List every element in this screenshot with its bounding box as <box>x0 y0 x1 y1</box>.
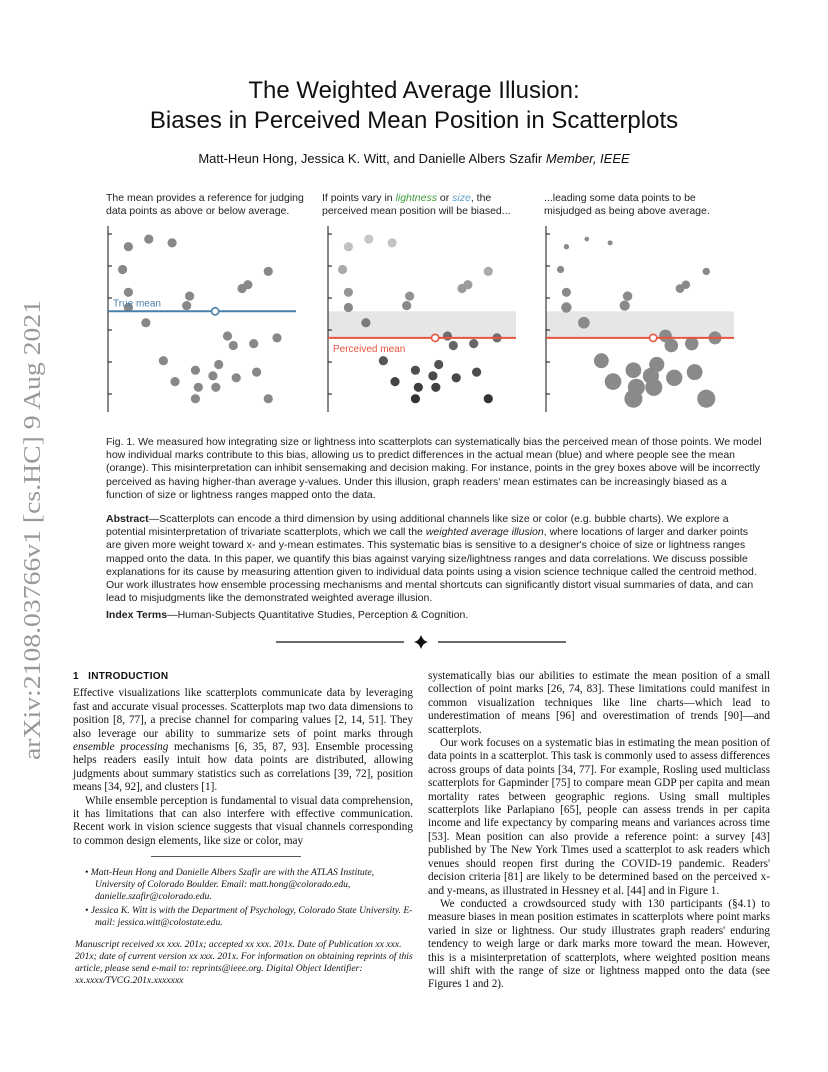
data-point <box>434 360 443 369</box>
data-point <box>402 301 411 310</box>
scatter-panel-3 <box>546 226 734 412</box>
data-point <box>578 317 590 329</box>
data-point <box>185 292 194 301</box>
data-point <box>687 364 703 380</box>
data-point <box>431 383 440 392</box>
abstract-label: Abstract <box>106 513 149 525</box>
left-column <box>73 670 413 997</box>
data-point <box>272 333 281 342</box>
intro-paragraph-1: Effective visualizations like scatterplots communicate data by leveraging fast and accurate visual processes. Scatterplots map two data dimensions to position [8, 77], a precise channel for comparing values [2, 14, 51]. They also leverage our ability to summarize sets of point marks through ensemble processing mechanisms [6, 35, 87, 93]. Ensemble processing helps readers easily intuit how data points are distributed, allowing judgments about summary statistics such as correlations [39, 72], position means [34, 92], and clusters [1]. <box>73 687 413 794</box>
lightness-word: lightness <box>395 192 437 204</box>
arxiv-id: arXiv:2108.03766v1 [cs.HC] 9 Aug 2021 <box>20 361 46 760</box>
data-point <box>703 268 710 275</box>
intro-paragraph-2: While ensemble perception is fundamental to visual data comprehension, it has limitations that can also interfere with effective communication. Recent work in vision science suggests that visual channels corresponding to common design elements, like size or color, may <box>73 794 413 847</box>
arxiv-stamp <box>12 290 48 770</box>
author-affix: Member, IEEE <box>545 151 630 166</box>
data-point <box>243 280 252 289</box>
data-point <box>182 301 191 310</box>
data-point <box>361 318 370 327</box>
data-point <box>168 238 177 247</box>
data-point <box>411 366 420 375</box>
data-point <box>649 357 664 372</box>
manuscript-note: Manuscript received xx xxx. 201x; accepted xx xxx. 201x. Date of Publication xx xxx. 201x; date of current version xx xxx. 201x. For information on obtaining reprints of this article, please send e-mail to: reprints@ieee.org. Digital Object Identifier: xx.xxxx/TVCG.201x.xxxxxxx <box>75 939 413 987</box>
data-point <box>697 390 715 408</box>
data-point <box>682 280 690 288</box>
data-point <box>264 267 273 276</box>
data-point <box>623 291 632 300</box>
data-point <box>469 339 478 348</box>
data-point <box>564 244 569 249</box>
paper-title-line1: The Weighted Average Illusion: <box>248 77 580 104</box>
data-point <box>344 303 353 312</box>
data-point <box>208 371 217 380</box>
data-point <box>191 394 200 403</box>
data-point <box>594 353 609 368</box>
data-point <box>665 339 679 353</box>
data-point <box>561 302 571 312</box>
data-point <box>223 331 232 340</box>
scatter-panel-2 <box>328 226 516 412</box>
grey-band <box>546 311 734 338</box>
data-point <box>144 235 153 244</box>
data-point <box>379 356 388 365</box>
data-point <box>620 300 630 310</box>
size-word: size <box>452 192 471 204</box>
data-point <box>264 394 273 403</box>
data-point <box>449 341 458 350</box>
mean-label: True mean <box>113 298 161 310</box>
data-point <box>344 288 353 297</box>
data-point <box>428 371 437 380</box>
data-point <box>562 288 571 297</box>
authors: Matt-Heun Hong, Jessica K. Witt, and Danielle Albers Szafir <box>198 151 543 166</box>
data-point <box>249 339 258 348</box>
footnote-2: • Jessica K. Witt is with the Department of Psychology, Colorado State University. E-mail: jessica.witt@colostate.edu. <box>85 905 413 929</box>
mean-marker <box>432 334 439 341</box>
data-point <box>452 373 461 382</box>
mean-marker <box>212 308 219 315</box>
data-point <box>411 394 420 403</box>
right-paragraph-3: We conducted a crowdsourced study with 130 participants (§4.1) to measure biases in mean position estimates in scatterplots where point marks varied in size or lightness. Our study illustrates graph readers' enduring tendency to weigh large or dark marks more toward the mean. However, this is a misinterpretation of scatterplots, where weighted position means will shift with the range of size or lightness mapped onto the data (see Figures 1 and 2). <box>428 897 770 991</box>
author-list <box>0 151 828 166</box>
paper-title-line2: Biases in Perceived Mean Position in Scatterplots <box>149 107 679 134</box>
right-paragraph-1: systematically bias our abilities to estimate the mean position of a small collection of point marks [26, 74, 83]. These limitations could manifest in common visualization techniques like line charts—which lead to underestimation of means [96] and overestimation of trends [90]—and scatterplots. <box>428 670 770 736</box>
index-terms: Index Terms—Human-Subjects Quantitative Studies, Perception & Cognition. <box>106 609 469 621</box>
data-point <box>118 265 127 274</box>
data-point <box>364 235 373 244</box>
mean-marker <box>650 334 657 341</box>
data-point <box>484 394 493 403</box>
data-point <box>666 370 682 386</box>
data-point <box>194 383 203 392</box>
grey-band <box>328 311 516 338</box>
data-point <box>443 331 452 340</box>
data-point <box>608 240 613 245</box>
figure-caption: Fig. 1. We measured how integrating size or lightness into scatterplots can systematically bias the perceived mean of those points. We model how individual marks contribute to this bias, allowing us to predict differences in the actual mean (blue) and where people see the mean (orange). This misinterpretation can inhibit sensemaking and decision making. For instance, points in the grey boxes above will be incorrectly perceived as having higher-than average y-values. Under this illusion, graph readers' mean estimates can be increasingly biased as a function of size or lightness ranges mapped onto the data. <box>106 436 762 501</box>
index-label: Index Terms <box>106 609 168 621</box>
data-point <box>344 242 353 251</box>
data-point <box>472 368 481 377</box>
scatter-panel-1 <box>108 226 296 412</box>
data-point <box>557 266 564 273</box>
diamond-star-icon <box>414 635 428 649</box>
data-point <box>584 237 589 242</box>
footnote-1: • Matt-Heun Hong and Danielle Albers Szafir are with the ATLAS Institute, University of Colorado Boulder. Email: matt.hong@colorado.edu, danielle.szafir@colorado.edu. <box>85 867 375 903</box>
data-point <box>170 377 179 386</box>
data-point <box>232 373 241 382</box>
abstract: Abstract—Scatterplots can encode a third dimension by using additional channels like size or color (e.g. bubble charts). We explore a potential misinterpretation of trivariate scatterplots, which we call the weighted average illusion, where locations of larger and darker points are given more weight toward x- and y-mean estimates. This systematic bias is sensitive to a designer's choice of size or lightness ranges mapped onto the data. In this paper, we quantify this bias against varying size/lightness ranges and data correlations. We discuss possible explanations for its cause by measuring attention given to individual data points using a vision science technique called the centroid method. Our work illustrates how ensemble processing mechanisms and mental shortcuts can significantly distort visual summaries of data, and can lead to misjudgments like the demonstrated weighted average illusion. <box>106 513 757 605</box>
data-point <box>124 288 133 297</box>
mean-label: Perceived mean <box>333 343 406 355</box>
data-point <box>463 280 472 289</box>
data-point <box>390 377 399 386</box>
panel3-heading: ...leading some data points to be misjudged as being above average. <box>544 192 710 217</box>
data-point <box>338 265 347 274</box>
data-point <box>624 390 642 408</box>
section-divider <box>276 634 566 650</box>
data-point <box>229 341 238 350</box>
section-heading: 1 INTRODUCTION <box>73 671 169 682</box>
data-point <box>388 238 397 247</box>
data-point <box>124 242 133 251</box>
data-point <box>405 292 414 301</box>
data-point <box>645 379 662 396</box>
data-point <box>484 267 493 276</box>
figure-scatterplots <box>100 222 780 422</box>
right-paragraph-2: Our work focuses on a systematic bias in estimating the mean position of data points in a scatterplot. This task is commonly used to assess differences across groups of data points [34, 77]. For example, Rosling used multiclass scatterplots for Gapminder [75] to compare mean GDP per capita and mean mortality rates between geographic regions. Using small multiples scatterplots like Parlapiano [65], people can assess trends in per capita income and life expectancy by comparing means and variances across time [53]. Mean position can also provide a reference point: a survey [43] published by The New York Times used a scatterplot to ask readers which venues should reopen first during the COVID-19 pandemic. Readers' decision criteria [81] are likely to be determined based on the perceived x- and y-means, as illustrated in Hessney et al. [44] and in Figure 1. <box>428 737 770 897</box>
data-point <box>211 383 220 392</box>
panel2-heading: If points vary in lightness or size, the perceived mean position will be biased... <box>322 192 511 217</box>
data-point <box>214 360 223 369</box>
panel1-heading: The mean provides a reference for judging data points as above or below average. <box>106 192 304 217</box>
data-point <box>605 373 622 390</box>
right-column <box>428 670 770 992</box>
footnote-rule <box>151 856 301 857</box>
data-point <box>414 383 423 392</box>
data-point <box>141 318 150 327</box>
data-point <box>159 356 168 365</box>
data-point <box>191 366 200 375</box>
data-point <box>626 362 642 378</box>
data-point <box>252 368 261 377</box>
